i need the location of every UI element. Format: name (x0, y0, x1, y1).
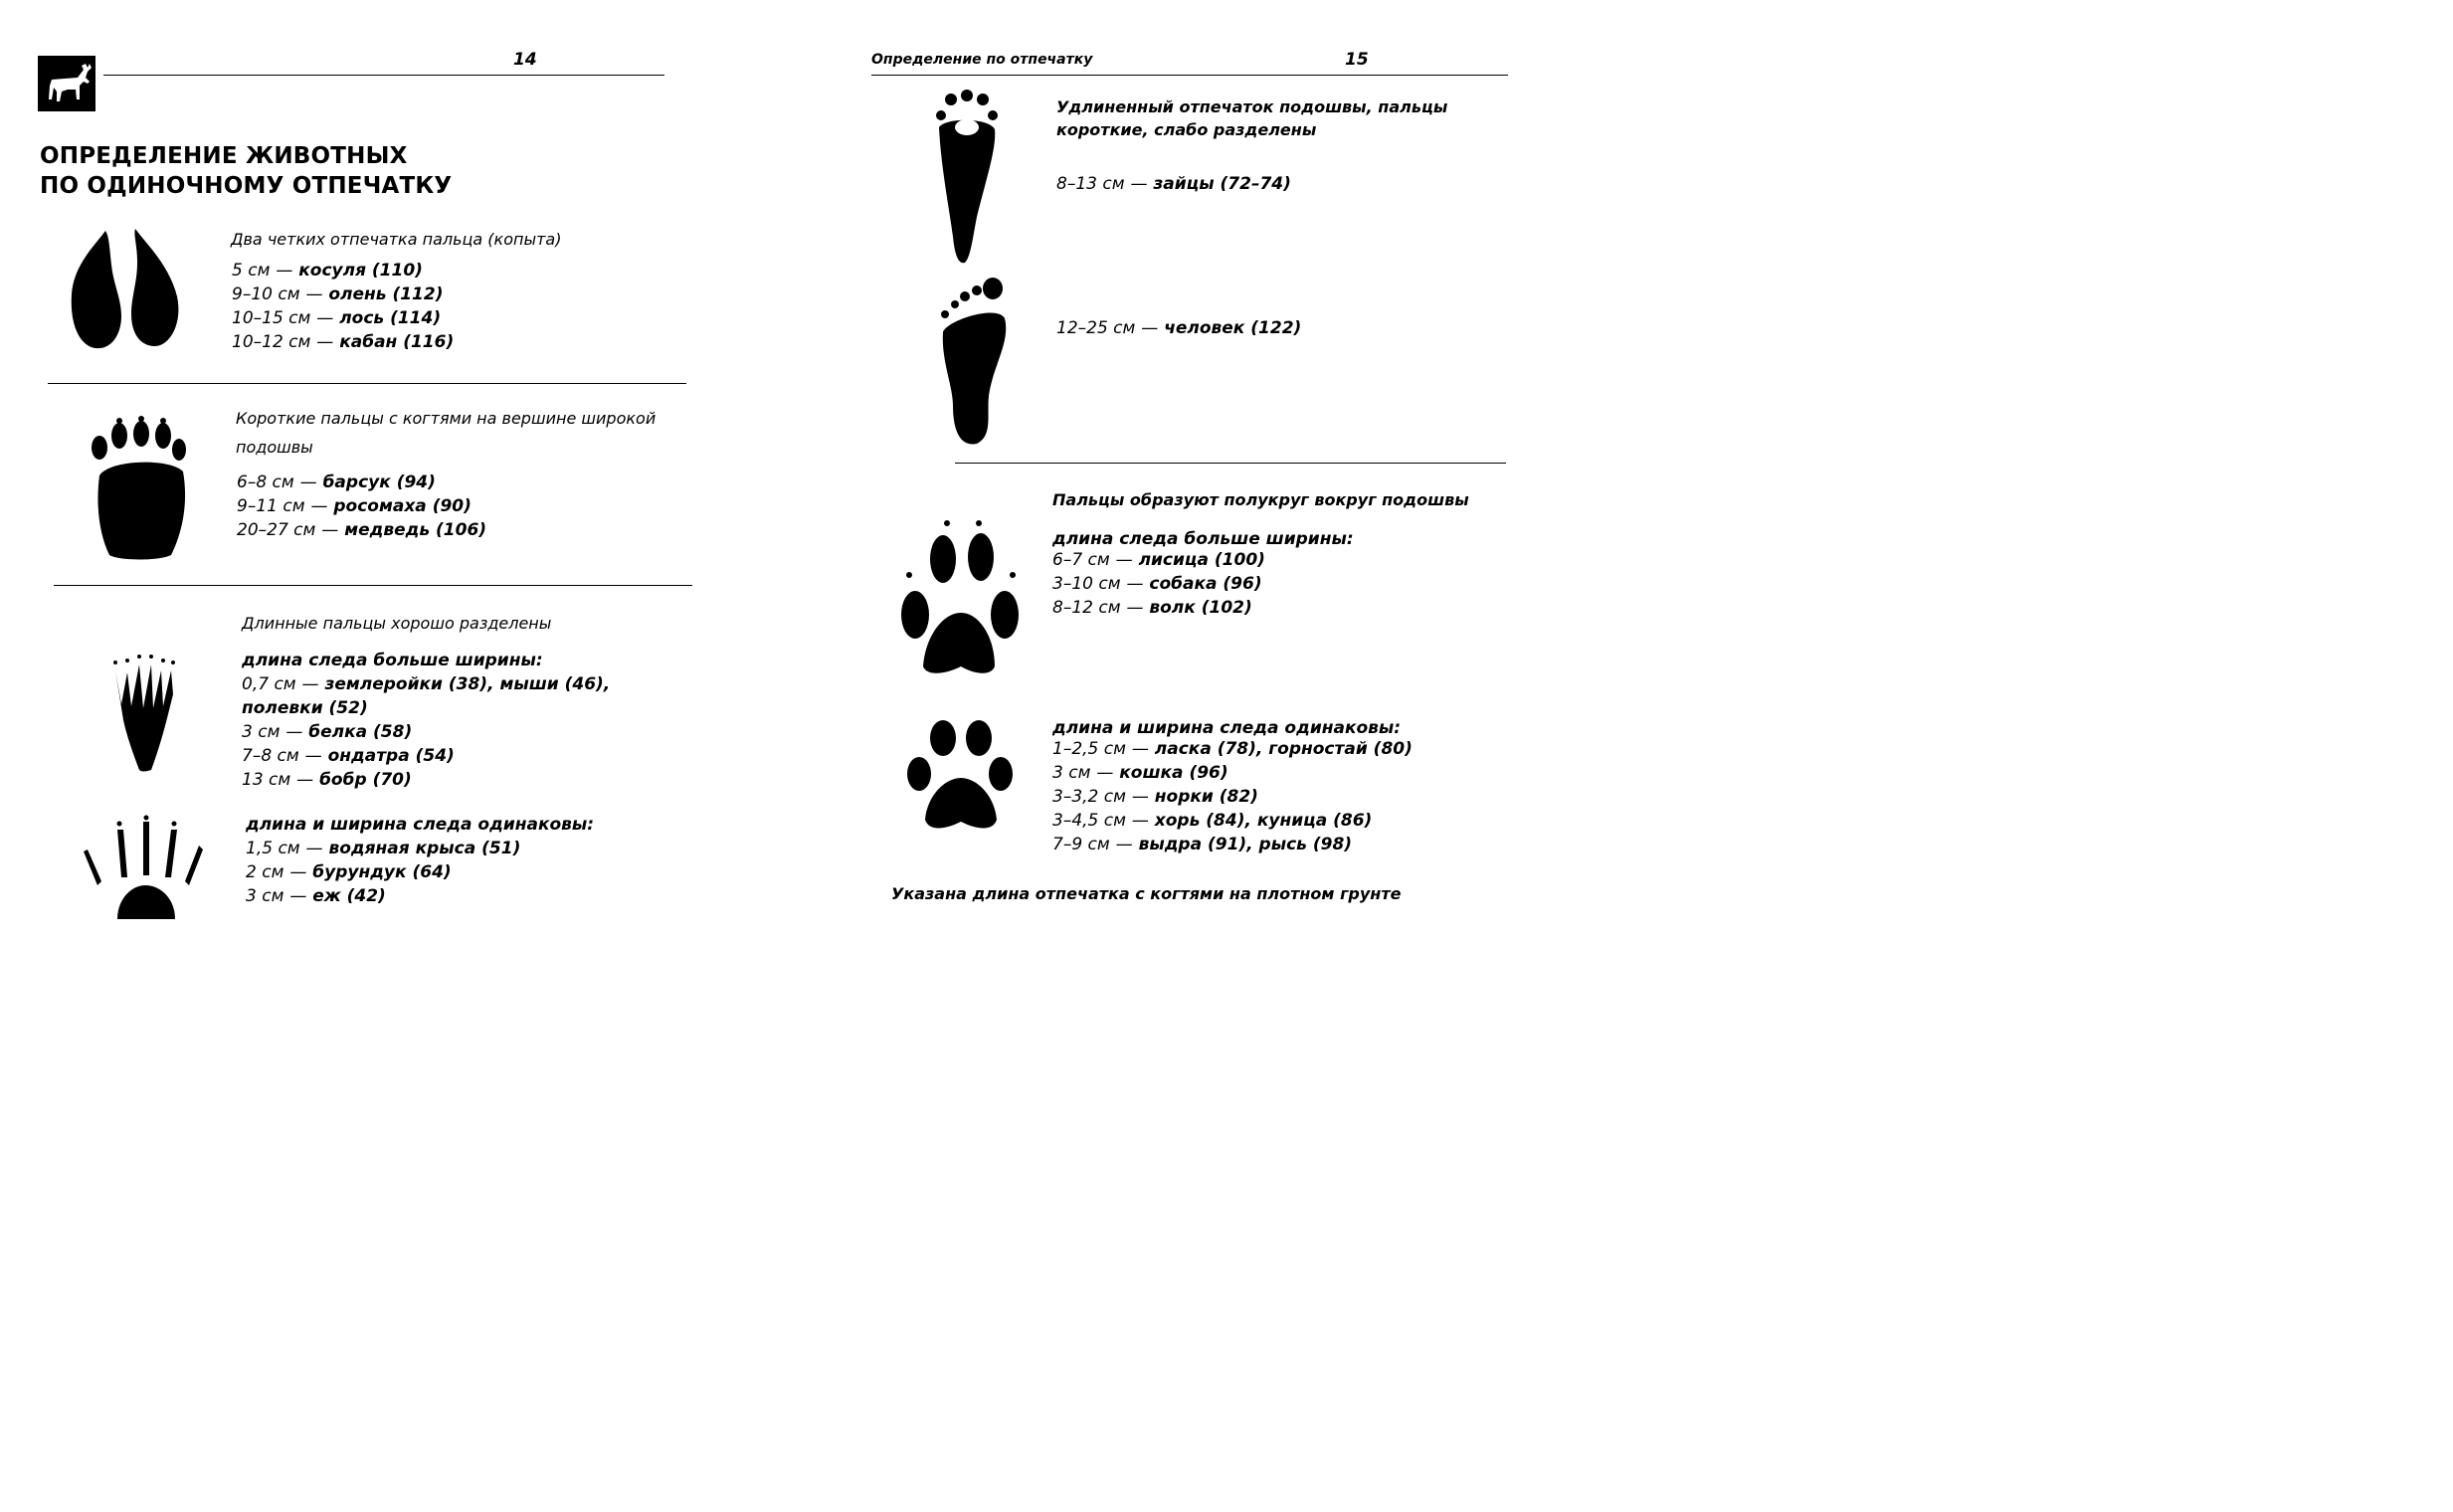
subheading-length-greater: длина следа больше ширины: (1052, 529, 1354, 549)
entry: 20–27 см — медведь (106) (237, 520, 487, 540)
footnote: Указана длина отпечатка с когтями на плотном грунте (891, 884, 1402, 903)
entry: 6–7 см — лисица (100) (1052, 550, 1265, 570)
entry: 10–12 см — кабан (116) (232, 332, 455, 352)
entry: 3–10 см — собака (96) (1052, 574, 1262, 594)
canine-paw-icon (895, 517, 1025, 681)
rodent-hind-paw-icon (111, 655, 181, 774)
entry: 1–2,5 см — ласка (78), горностай (80) (1052, 739, 1413, 759)
entry: 1,5 см — водяная крыса (51) (246, 839, 521, 858)
entry: 3 см — еж (42) (246, 886, 386, 906)
entry: 3–3,2 см — норки (82) (1052, 787, 1258, 807)
title-line-1: ОПРЕДЕЛЕНИЕ ЖИВОТНЫХ (40, 143, 408, 169)
divider (955, 463, 1506, 464)
entry: 3–4,5 см — хорь (84), куница (86) (1052, 811, 1373, 831)
entry: 0,7 см — землеройки (38), мыши (46), (242, 674, 611, 694)
entry: 10–15 см — лось (114) (232, 308, 442, 328)
feline-paw-icon (905, 718, 1015, 833)
bear-paw-icon (90, 416, 189, 565)
human-foot-icon (933, 277, 1013, 446)
entry: 13 см — бобр (70) (242, 770, 412, 790)
moose-logo (38, 56, 95, 111)
entry: 9–11 см — росомаха (90) (237, 496, 472, 516)
divider (48, 383, 686, 384)
divider (54, 585, 692, 586)
section-4-heading-line-2: короткие, слабо разделены (1056, 120, 1317, 139)
entry: 7–9 см — выдра (91), рысь (98) (1052, 835, 1353, 854)
hoof-print-icon (66, 225, 185, 354)
section-4-heading-line-1: Удлиненный отпечаток подошвы, пальцы (1056, 97, 1448, 116)
hare-print-icon (931, 88, 1001, 267)
moose-icon (38, 56, 95, 111)
entry: полевки (52) (242, 698, 368, 718)
subheading-length-equal: длина и ширина следа одинаковы: (246, 815, 595, 835)
section-2-heading-line-2: подошвы (236, 438, 313, 457)
entry: 3 см — белка (58) (242, 722, 413, 742)
entry: 7–8 см — ондатра (54) (242, 746, 455, 766)
entry: 6–8 см — барсук (94) (237, 472, 436, 492)
entry: 12–25 см — человек (122) (1056, 318, 1302, 338)
section-1-heading: Два четких отпечатка пальца (копыта) (231, 230, 562, 249)
subheading-length-equal: длина и ширина следа одинаковы: (1052, 718, 1402, 738)
entry: 5 см — косуля (110) (232, 261, 423, 281)
entry: 8–13 см — зайцы (72–74) (1056, 174, 1291, 194)
section-5-heading: Пальцы образуют полукруг вокруг подошвы (1052, 490, 1469, 509)
entry: 3 см — кошка (96) (1052, 763, 1228, 783)
page-number-right: 15 (1345, 50, 1369, 70)
subheading-length-greater: длина следа больше ширины: (242, 651, 543, 670)
entry: 8–12 см — волк (102) (1052, 598, 1252, 618)
running-head: Определение по отпечатку (871, 52, 1093, 68)
title-line-2: ПО ОДИНОЧНОМУ ОТПЕЧАТКУ (40, 173, 453, 199)
section-2-heading-line-1: Короткие пальцы с когтями на вершине широкой (236, 409, 657, 428)
page-title (40, 141, 452, 201)
entry: 2 см — бурундук (64) (246, 862, 452, 882)
rodent-fore-paw-icon (80, 816, 209, 925)
section-3-heading: Длинные пальцы хорошо разделены (242, 614, 552, 633)
entry: 9–10 см — олень (112) (232, 284, 444, 304)
page-number-left: 14 (513, 50, 537, 70)
